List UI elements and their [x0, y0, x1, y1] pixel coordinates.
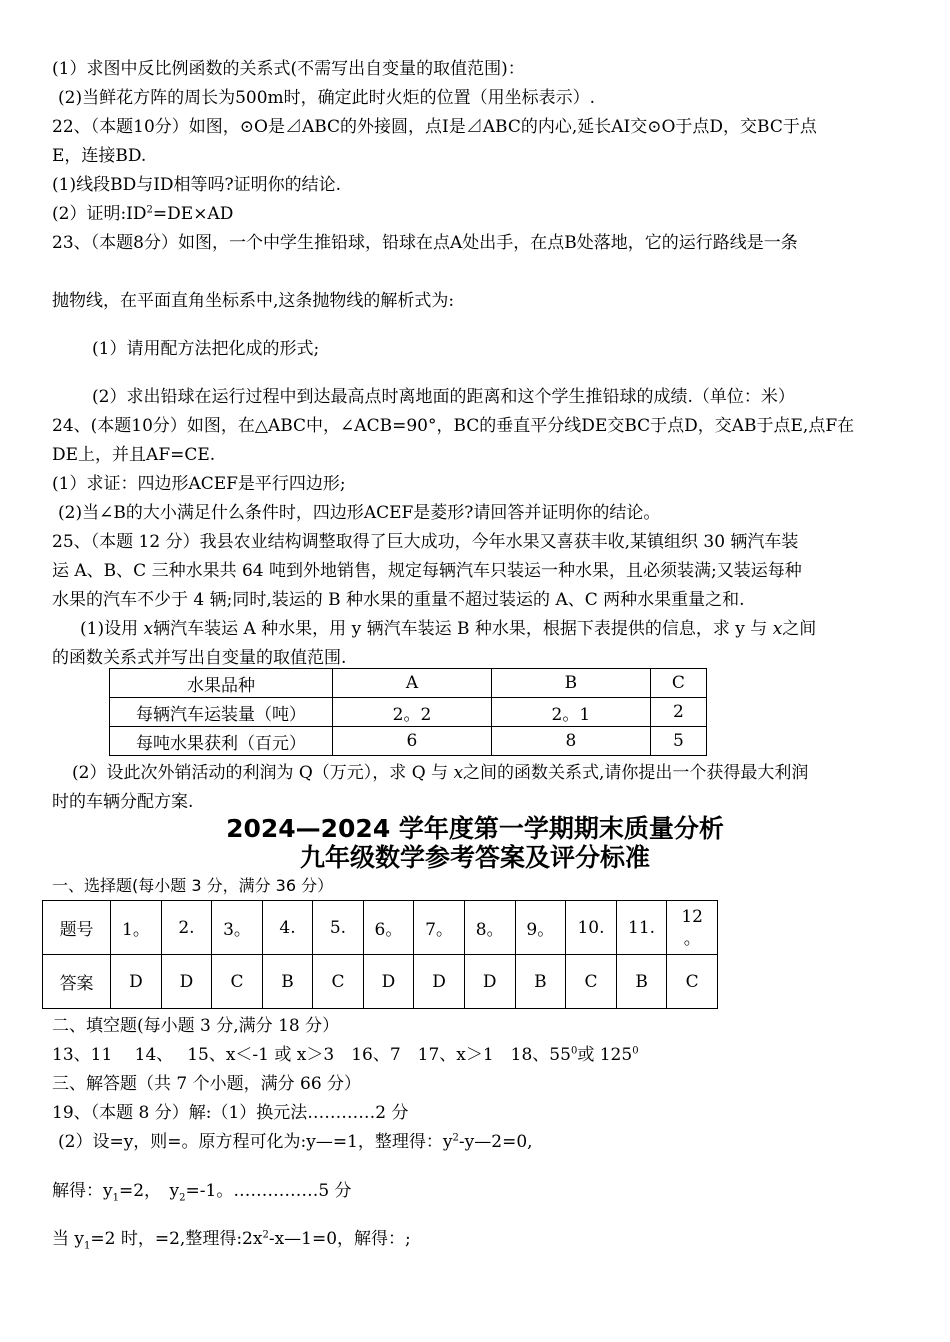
fruit-table	[109, 668, 707, 756]
q19-sol-b: =2， y	[118, 1181, 180, 1201]
table-cell: A	[333, 669, 492, 698]
table-cell: 答案	[43, 955, 111, 1009]
table-cell: 11.	[616, 901, 667, 955]
q19-sol-c: =-1。……………5 分	[185, 1181, 352, 1201]
q23-part2: (2）求出铅球在运行过程中到达最高点时离地面的距离和这个学生推铅球的成绩.（单位：米）	[92, 387, 795, 407]
table-cell: 6	[333, 727, 492, 756]
table-cell: 6。	[363, 901, 414, 955]
table-cell: 1。	[111, 901, 162, 955]
q25-part1-a: (1)设用	[80, 619, 144, 639]
table-cell: 2。2	[333, 698, 492, 727]
q23-stem-cont: 抛物线，在平面直角坐标系中,这条抛物线的解析式为:	[52, 291, 455, 311]
q24-part2: (2)当∠B的大小满足什么条件时，四边形ACEF是菱形?请回答并证明你的结论。	[58, 503, 661, 523]
table-cell: 9。	[515, 901, 566, 955]
q25-stem-cont1: 运 A、B、C 三种水果共 64 吨到外地销售，规定每辆汽车只装运一种水果，且必须装满;又装运每种	[52, 561, 802, 581]
fill-answers	[52, 1044, 639, 1066]
table-cell: C	[313, 955, 363, 1009]
table-cell: 2.	[161, 901, 211, 955]
q19-case-a: 当 y	[52, 1229, 85, 1249]
q25-stem: 25、（本题 12 分）我县农业结构调整取得了巨大成功，今年水果又喜获丰收,某镇组织 30 辆汽车装	[52, 532, 799, 552]
table-row	[110, 698, 707, 727]
q22-stem: 22、（本题10分）如图，⊙O是⊿ABC的外接圆，点I是⊿ABC的内心,延长AI交⊙O于点D，交BC于点	[52, 117, 817, 137]
q23-part1: (1）请用配方法把化成的形式;	[92, 339, 320, 359]
q19-part2	[58, 1131, 533, 1153]
q19-case	[52, 1228, 411, 1250]
section-fill: 二、填空题(每小题 3 分,满分 18 分）	[52, 1016, 340, 1036]
q24-part1: (1）求证：四边形ACEF是平行四边形;	[52, 474, 346, 494]
table-cell: 2。1	[491, 698, 650, 727]
q25-part2-cont: 时的车辆分配方案.	[52, 792, 194, 812]
q24-stem: 24、(本题10分）如图，在△ABC中，∠ACB=90°，BC的垂直平分线DE交BC于点D，交AB于点E,点F在	[52, 416, 855, 436]
table-cell: C	[212, 955, 263, 1009]
subscript: 1	[112, 1192, 119, 1204]
q19-case-b: =2 时，=2,整理得:2x	[90, 1229, 263, 1249]
q22-part2-text-end: =DE×AD	[152, 204, 234, 224]
q22-part2-exp: 2	[146, 204, 153, 216]
section-solve: 三、解答题（共 7 个小题，满分 66 分）	[52, 1074, 362, 1094]
q25-var-x2: x	[772, 619, 783, 639]
table-cell: 3。	[212, 901, 263, 955]
table-cell: B	[616, 955, 667, 1009]
table-cell: 8。	[464, 901, 515, 955]
table-cell: 5.	[313, 901, 363, 955]
table-cell: 5	[650, 727, 706, 756]
q25-part2-b: 之间的函数关系式,请你提出一个获得最大利润	[463, 763, 809, 783]
table-row	[110, 727, 707, 756]
exp: 2	[452, 1132, 459, 1144]
q22-stem-cont: E，连接BD.	[52, 146, 147, 166]
q19-sol-a: 解得：y	[52, 1181, 113, 1201]
table-cell: D	[464, 955, 515, 1009]
q25-part1-c: 之间	[782, 619, 817, 639]
fruit-table-header	[110, 669, 707, 698]
table-cell: 8	[491, 727, 650, 756]
exp: 2	[262, 1229, 269, 1241]
q19-part2-b: -y—2=0,	[458, 1132, 533, 1152]
q25-var-x3: x	[453, 763, 464, 783]
num-12: 12	[681, 906, 703, 927]
q19-part2-a: (2）设=y，则=。原方程可化为:y—=1，整理得：y	[58, 1132, 453, 1152]
q23-stem: 23、（本题8分）如图，一个中学生推铅球，铅球在点A处出手，在点B处落地，它的运行路线是一条	[52, 233, 798, 253]
degree-mark: 0	[570, 1045, 578, 1057]
q22-part2-text: (2）证明:ID	[52, 204, 147, 224]
subscript: 2	[179, 1192, 186, 1204]
table-cell: D	[414, 955, 465, 1009]
q19-case-c: -x—1=0，解得：;	[268, 1229, 411, 1249]
q19-part1: 19、（本题 8 分）解:（1）换元法…………2 分	[52, 1103, 409, 1123]
q25-var-x: x	[143, 619, 154, 639]
table-cell: 每吨水果获利（百元）	[110, 727, 333, 756]
answer-subtitle: 九年级数学参考答案及评分标准	[299, 843, 650, 872]
table-cell: 4.	[262, 901, 312, 955]
q21-part2: (2)当鲜花方阵的周长为500m时，确定此时火炬的位置（用坐标表示）.	[58, 88, 596, 108]
q22-part2	[52, 203, 233, 225]
q25-part2	[72, 762, 808, 784]
q19-solution	[52, 1180, 352, 1202]
fill-answers-a: 13、11 14、 15、x＜-1 或 x＞3 16、7 17、x＞1 18、55	[52, 1045, 571, 1065]
q25-part1	[80, 618, 816, 640]
table-cell: 10.	[566, 901, 617, 955]
table-cell: B	[262, 955, 312, 1009]
subscript: 1	[84, 1240, 91, 1252]
degree-mark-2: 0	[632, 1045, 639, 1057]
table-cell: D	[161, 955, 211, 1009]
q21-part1: (1）求图中反比例函数的关系式(不需写出自变量的取值范围)：	[52, 59, 525, 79]
table-cell: 水果品种	[110, 669, 333, 698]
table-cell: 7。	[414, 901, 465, 955]
table-cell: D	[111, 955, 162, 1009]
table-cell: 每辆汽车运装量（吨）	[110, 698, 333, 727]
table-cell: C	[566, 955, 617, 1009]
q24-stem-cont: DE上，并且AF=CE.	[52, 445, 216, 465]
answer-title: 2024—2024 学年度第一学期期末质量分析	[226, 814, 724, 843]
answer-table	[42, 900, 718, 1009]
fill-answers-b: 或 125	[577, 1045, 633, 1065]
table-cell: 题号	[43, 901, 111, 955]
section-choice: 一、选择题(每小题 3 分，满分 36 分）	[52, 876, 334, 895]
q25-part1-b: 辆汽车装运 A 种水果，用 y 辆汽车装运 B 种水果，根据下表提供的信息，求 y 与	[153, 619, 773, 639]
q22-part1: (1)线段BD与ID相等吗?证明你的结论.	[52, 175, 342, 195]
table-row	[43, 901, 718, 955]
table-cell: 2	[650, 698, 706, 727]
table-cell	[667, 901, 718, 955]
table-cell: B	[491, 669, 650, 698]
table-cell: C	[650, 669, 706, 698]
table-row	[43, 955, 718, 1009]
table-cell: C	[667, 955, 718, 1009]
table-cell: B	[515, 955, 566, 1009]
q25-part2-a: (2）设此次外销活动的利润为 Q（万元），求 Q 与	[72, 763, 454, 783]
q25-part1-cont: 的函数关系式并写出自变量的取值范围.	[52, 648, 347, 668]
q25-stem-cont2: 水果的汽车不少于 4 辆;同时,装运的 B 种水果的重量不超过装运的 A、C 两种水果重量之和.	[52, 590, 745, 610]
table-cell: D	[363, 955, 414, 1009]
num-12-mark: 。	[683, 928, 701, 949]
